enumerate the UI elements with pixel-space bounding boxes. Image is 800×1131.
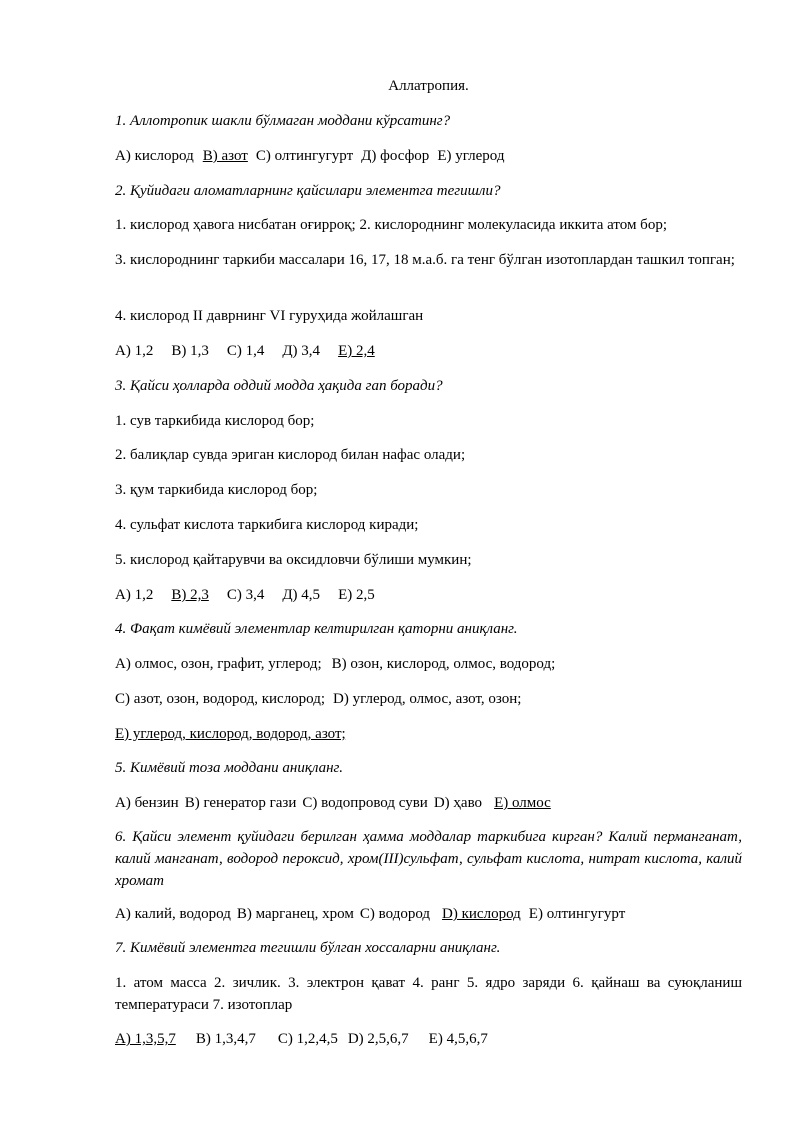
- answers-7: [115, 1028, 742, 1050]
- statement-3-4: 4. сульфат кислота таркибига кислород киради;: [115, 517, 419, 533]
- answer-1-a: А) кислород: [115, 148, 194, 164]
- answer-3-d: Д) 4,5: [282, 587, 321, 603]
- document-title: Аллатропия.: [388, 78, 469, 94]
- answer-5-c: С) водопровод суви: [302, 795, 428, 811]
- question-1: 1. Аллотропик шакли бўлмаган моддани кўрсатинг?: [115, 113, 451, 129]
- answer-2-e-correct: Е) 2,4: [338, 343, 375, 359]
- answer-6-d-correct: D) кислород: [442, 906, 521, 922]
- answer-2-d: Д) 3,4: [282, 343, 321, 359]
- answer-5-e-correct: Е) олмос: [494, 795, 551, 811]
- answers-3: [115, 584, 742, 606]
- answer-6-e: Е) олтингугурт: [528, 906, 626, 922]
- answers-1: [115, 145, 742, 167]
- statement-3-3: 3. қум таркибида кислород бор;: [115, 482, 318, 498]
- answers-4-ab: [115, 653, 742, 675]
- answer-4-c: С) азот, озон, водород, кислород;: [115, 691, 326, 707]
- answer-2-b: В) 1,3: [171, 343, 209, 359]
- answer-3-e: Е) 2,5: [338, 587, 375, 603]
- answers-5: [115, 792, 742, 814]
- answer-2-a: А) 1,2: [115, 343, 154, 359]
- answers-6: [115, 903, 742, 925]
- answer-3-c: С) 3,4: [226, 587, 265, 603]
- answer-7-c: С) 1,2,4,5: [277, 1031, 338, 1047]
- question-6: 6. Қайси элемент қуйидаги берилган ҳамма моддалар таркибига кирган? Калий перманганат, калий манганат, водород пероксид, хром(III)сульфат, сульфат кислота, нитрат кислота, калий хромат: [115, 829, 742, 889]
- statement-3-2: 2. балиқлар сувда эриган кислород билан нафас олади;: [115, 447, 466, 463]
- statement-2-4: 4. кислород II даврнинг VI гуруҳида жойлашган: [115, 308, 424, 324]
- answer-5-a: А) бензин: [115, 795, 179, 811]
- answers-2: [115, 340, 742, 362]
- answer-5-b: В) генератор гази: [184, 795, 297, 811]
- answer-7-a-correct: А) 1,3,5,7: [115, 1031, 176, 1047]
- answer-7-d: D) 2,5,6,7: [347, 1031, 409, 1047]
- answer-1-d: Д) фосфор: [361, 148, 430, 164]
- answer-4-b: В) озон, кислород, олмос, водород;: [331, 656, 556, 672]
- statement-3-5: 5. кислород қайтарувчи ва оксидловчи бўлиши мумкин;: [115, 552, 472, 568]
- statement-3-1: 1. сув таркибида кислород бор;: [115, 413, 315, 429]
- answer-6-b: В) марганец, хром: [236, 906, 354, 922]
- answer-1-e: Е) углерод: [437, 148, 505, 164]
- answer-3-a: А) 1,2: [115, 587, 154, 603]
- question-5: 5. Кимёвий тоза моддани аниқланг.: [115, 760, 343, 776]
- statement-2-1-2: 1. кислород ҳавога нисбатан оғирроқ; 2. кислороднинг молекуласида иккита атом бор;: [115, 217, 667, 233]
- answer-5-d: D) ҳаво: [433, 795, 483, 811]
- question-2: 2. Қуйидаги аломатларнинг қайсилари элементга тегишли?: [115, 183, 501, 199]
- answer-3-b-correct: В) 2,3: [171, 587, 209, 603]
- answer-4-d: D) углерод, олмос, азот, озон;: [333, 691, 522, 707]
- answer-1-c: С) олтингугурт: [255, 148, 354, 164]
- answer-1-b-correct: В) азот: [202, 148, 248, 164]
- answers-4-cd: [115, 688, 742, 710]
- question-3: 3. Қайси ҳолларда оддий модда ҳақида гап боради?: [115, 378, 443, 394]
- answer-7-b: В) 1,3,4,7: [195, 1031, 256, 1047]
- answer-4-e-correct: Е) углерод, кислород, водород, азот;: [115, 726, 346, 742]
- answers-4-e: [115, 723, 742, 745]
- question-4: 4. Фақат кимёвий элементлар келтирилган қаторни аниқланг.: [115, 621, 518, 637]
- statements-7: 1. атом масса 2. зичлик. 3. электрон қават 4. ранг 5. ядро заряди 6. қайнаш ва суюқланиш температураси 7. изотоплар: [115, 975, 742, 1013]
- answer-6-a: А) калий, водород: [115, 906, 231, 922]
- answer-2-c: С) 1,4: [226, 343, 265, 359]
- statement-2-3: 3. кислороднинг таркиби массалари 16, 17, 18 м.а.б. га тенг бўлган изотоплардан ташкил топган;: [115, 252, 735, 268]
- answer-6-c: С) водород: [359, 906, 431, 922]
- answer-7-e: Е) 4,5,6,7: [428, 1031, 488, 1047]
- answer-4-a: А) олмос, озон, графит, углерод;: [115, 656, 322, 672]
- question-7: 7. Кимёвий элементга тегишли бўлган хоссаларни аниқланг.: [115, 940, 501, 956]
